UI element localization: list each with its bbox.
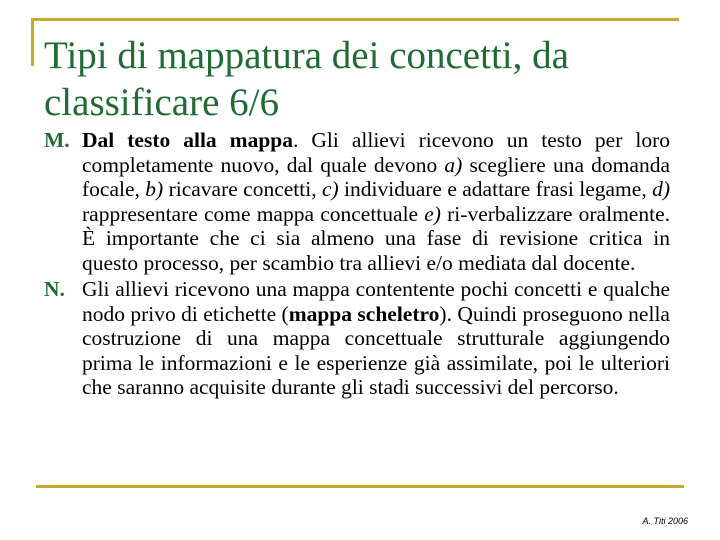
- item-m: [44, 128, 670, 275]
- item-n-marker: N.: [44, 277, 65, 301]
- item-m-step-a: a): [444, 152, 463, 177]
- item-m-text-1: . Gli allievi ricevono un testo per loro completamente nuovo, dal quale devono: [82, 128, 670, 177]
- frame-top-rule: [31, 18, 679, 21]
- item-m-step-e: e): [424, 201, 441, 226]
- item-n-text-2: ). Quindi proseguono nella costruzione di una mappa concettuale strutturale aggiungendo prima le informazioni e le esperienze già assimilate, poi le ulteriori che saranno acquisite durante gli stadi successivi del percorso.: [82, 301, 670, 399]
- item-m-text-5: rappresentare come mappa concettuale: [82, 201, 425, 226]
- frame-left-rule: [31, 18, 34, 66]
- item-m-text-4: individuare e adattare frasi legame,: [338, 177, 653, 201]
- item-m-step-b: b): [145, 177, 164, 201]
- item-m-text-6: ri-verbalizzare oralmente. È importante che ci sia almeno una fase di revisione critica in questo processo, per scambio tra allievi e/o mediata dal docente.: [82, 201, 670, 275]
- item-n-bold-term: mappa scheletro: [288, 301, 440, 326]
- slide-body: [44, 128, 670, 400]
- item-m-step-d: d): [652, 177, 671, 201]
- footer-credit: A. Titi 2006: [642, 516, 688, 526]
- item-m-lead: Dal testo alla mappa: [82, 128, 293, 152]
- item-m-step-c: c): [321, 177, 339, 201]
- item-m-marker: M.: [44, 128, 70, 152]
- item-m-text-3: ricavare concetti,: [163, 177, 322, 201]
- slide-title: Tipi di mappatura dei concetti, da classificare 6/6: [44, 34, 569, 124]
- item-m-text-2: scegliere una domanda focale,: [82, 152, 670, 201]
- item-n-text-1: Gli allievi ricevono una mappa contentente pochi concetti e qualche nodo privo di etichette (: [82, 277, 670, 326]
- item-n: [44, 277, 670, 400]
- frame-bottom-rule: [36, 485, 684, 488]
